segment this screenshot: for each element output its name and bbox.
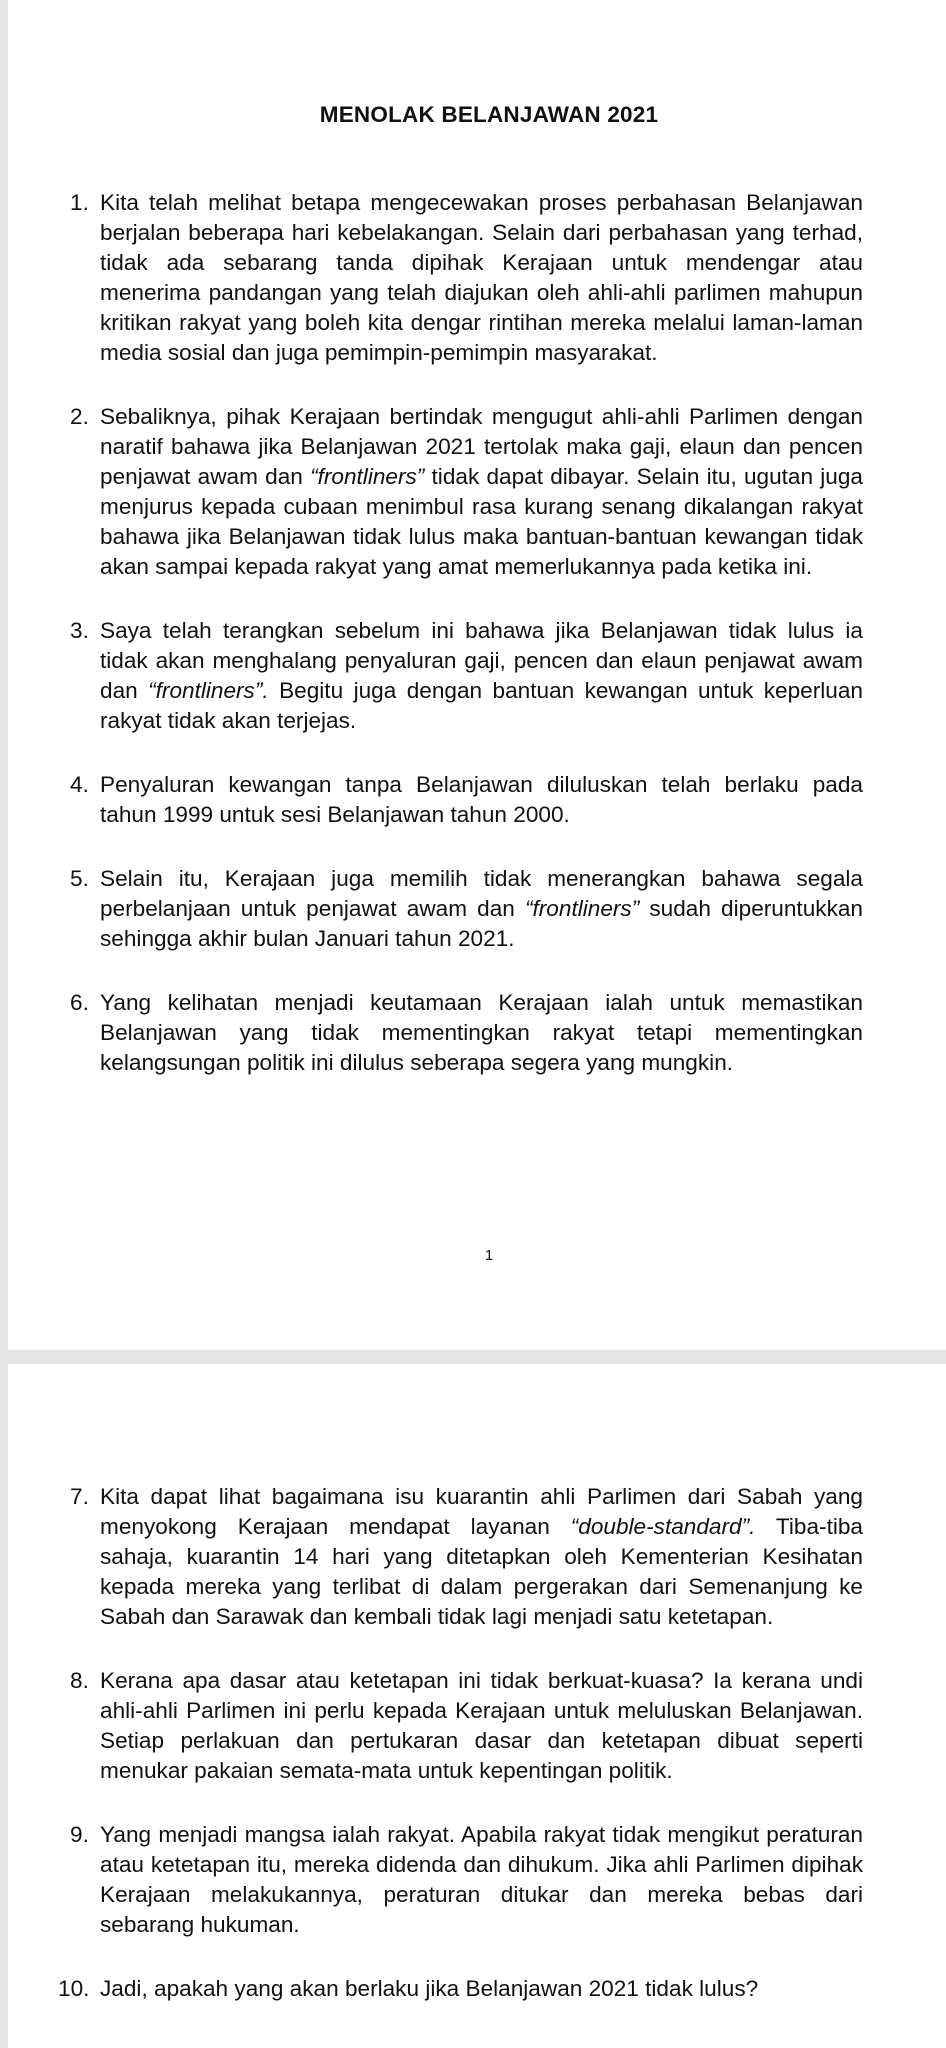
item-text-italic: “frontliners” xyxy=(310,464,425,489)
numbered-list xyxy=(8,188,946,1112)
item-text: sudah diperuntukkan sehingga akhir bulan Januari tahun 2021. xyxy=(100,896,863,951)
item-text: Jadi, apakah yang akan berlaku jika Belanjawan 2021 tidak lulus? xyxy=(100,1976,759,2001)
list-item-4 xyxy=(8,770,863,830)
document-page-1 xyxy=(8,0,946,1350)
list-item-7 xyxy=(8,1482,863,1632)
item-text: Saya telah terangkan sebelum ini bahawa jika Belanjawan tidak lulus ia tidak akan menghalang penyaluran gaji, pencen dan elaun penjawat awam dan xyxy=(100,618,863,703)
item-number: 8. xyxy=(70,1668,89,1693)
item-number: 7. xyxy=(70,1484,89,1509)
list-item-2 xyxy=(8,402,863,582)
item-text: Tiba-tiba sahaja, kuarantin 14 hari yang ditetapkan oleh Kementerian Kesihatan kepada mereka yang terlibat di dalam pergerakan dari Semenanjung ke Sabah dan Sarawak dan kembali tidak lagi menjadi satu ketetapan. xyxy=(100,1514,863,1629)
list-item-6 xyxy=(8,988,863,1078)
document-page-2 xyxy=(8,1364,946,2048)
numbered-list xyxy=(8,1482,946,2038)
item-text: Penyaluran kewangan tanpa Belanjawan diluluskan telah berlaku pada tahun 1999 untuk sesi Belanjawan tahun 2000. xyxy=(100,772,863,827)
item-number: 5. xyxy=(70,866,89,891)
item-text: Kita dapat lihat bagaimana isu kuarantin ahli Parlimen dari Sabah yang menyokong Kerajaan mendapat layanan xyxy=(100,1484,863,1539)
item-number: 9. xyxy=(70,1822,89,1847)
item-text: tidak dapat dibayar. Selain itu, ugutan juga menjurus kepada cubaan menimbul rasa kurang senang dikalangan rakyat bahawa jika Belanjawan tidak lulus maka bantuan-bantuan kewangan tidak akan sampai kepada rakyat yang amat memerlukannya pada ketika ini. xyxy=(100,464,863,579)
item-text-italic: “frontliners”. xyxy=(148,678,269,703)
list-item-3 xyxy=(8,616,863,736)
item-text: Kerana apa dasar atau ketetapan ini tidak berkuat-kuasa? Ia kerana undi ahli-ahli Parlimen ini perlu kepada Kerajaan untuk meluluskan Belanjawan. Setiap perlakuan dan pertukaran dasar dan ketetapan dibuat seperti menukar pakaian semata-mata untuk kepentingan politik. xyxy=(100,1668,863,1783)
list-item-5 xyxy=(8,864,863,954)
item-number: 4. xyxy=(70,772,89,797)
item-number: 10. xyxy=(58,1976,90,2001)
item-number: 3. xyxy=(70,618,89,643)
item-text: Kita telah melihat betapa mengecewakan proses perbahasan Belanjawan berjalan beberapa hari kebelakangan. Selain dari perbahasan yang terhad, tidak ada sebarang tanda dipihak Kerajaan untuk mendengar atau menerima pandangan yang telah diajukan oleh ahli-ahli parlimen mahupun kritikan rakyat yang boleh kita dengar rintihan mereka melalui laman-laman media sosial dan juga pemimpin-pemimpin masyarakat. xyxy=(100,190,863,365)
item-number: 1. xyxy=(70,190,89,215)
item-text: Sebaliknya, pihak Kerajaan bertindak mengugut ahli-ahli Parlimen dengan naratif bahawa jika Belanjawan 2021 tertolak maka gaji, elaun dan pencen penjawat awam dan xyxy=(100,404,863,489)
page-number: 1 xyxy=(484,1247,494,1264)
item-text-italic: “frontliners” xyxy=(524,896,640,921)
list-item-9 xyxy=(8,1820,863,1940)
item-text-italic: “double-standard”. xyxy=(570,1514,756,1539)
document-title: MENOLAK BELANJAWAN 2021 xyxy=(319,102,659,127)
list-item-8 xyxy=(8,1666,863,1786)
list-item-10 xyxy=(8,1974,863,2004)
item-text: Yang menjadi mangsa ialah rakyat. Apabila rakyat tidak mengikut peraturan atau ketetapan itu, mereka didenda dan dihukum. Jika ahli Parlimen dipihak Kerajaan melakukannya, peraturan ditukar dan mereka bebas dari sebarang hukuman. xyxy=(100,1822,863,1937)
item-text: Begitu juga dengan bantuan kewangan untuk keperluan rakyat tidak akan terjejas. xyxy=(100,678,863,733)
item-number: 2. xyxy=(70,404,89,429)
item-text: Selain itu, Kerajaan juga memilih tidak menerangkan bahawa segala perbelanjaan untuk penjawat awam dan xyxy=(100,866,863,921)
item-text: Yang kelihatan menjadi keutamaan Kerajaan ialah untuk memastikan Belanjawan yang tidak mementingkan rakyat tetapi mementingkan kelangsungan politik ini dilulus seberapa segera yang mungkin. xyxy=(100,990,863,1075)
item-number: 6. xyxy=(70,990,89,1015)
list-item-1 xyxy=(8,188,863,368)
